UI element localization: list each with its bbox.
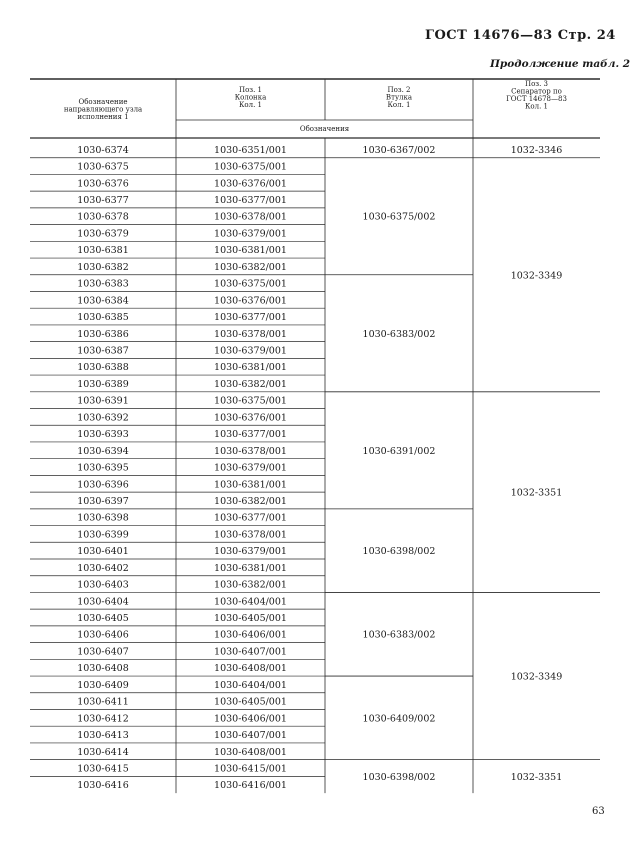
separator-designation: 1032-3351 (510, 487, 563, 499)
row-column-part: 1030-6377/001 (214, 512, 287, 524)
row-designation: 1030-6388 (77, 362, 129, 374)
row-designation: 1030-6384 (77, 295, 129, 307)
column-header-c4: Поз. 3 (524, 80, 549, 88)
column-header-c1: направляющего узла (63, 105, 143, 114)
row-column-part: 1030-6376/001 (214, 295, 287, 307)
row-column-part: 1030-6379/001 (214, 345, 287, 357)
row-column-part: 1030-6379/001 (214, 462, 287, 474)
row-designation: 1030-6381 (77, 245, 129, 257)
row-designation: 1030-6405 (77, 613, 129, 625)
row-column-part: 1030-6404/001 (214, 596, 287, 608)
column-header-c4: Сепаратор по (511, 87, 562, 96)
bushing-designation: 1030-6375/002 (362, 211, 436, 223)
row-designation: 1030-6392 (77, 412, 129, 424)
row-designation: 1030-6387 (77, 345, 129, 357)
row-column-part: 1030-6405/001 (214, 613, 287, 625)
row-column-part: 1030-6381/001 (214, 562, 287, 574)
column-header-c3: Втулка (385, 93, 413, 102)
row-designation: 1030-6408 (77, 663, 129, 675)
row-column-part: 1030-6378/001 (214, 328, 287, 340)
row-column-part: 1030-6379/001 (214, 228, 287, 240)
row-column-part: 1030-6381/001 (214, 479, 287, 491)
row-designation: 1030-6398 (77, 512, 129, 524)
page-number: 63 (592, 806, 605, 817)
table-continuation-label: Продолжение табл. 2 (490, 58, 631, 70)
column-header-c3: Поз. 2 (387, 86, 411, 94)
row-column-part: 1030-6382/001 (214, 261, 287, 273)
row-designation: 1030-6394 (77, 445, 129, 457)
column-header-c2: Кол. 1 (239, 101, 262, 109)
row-column-part: 1030-6379/001 (214, 546, 287, 558)
bushing-designation: 1030-6398/002 (362, 771, 436, 783)
row-designation: 1030-6407 (77, 646, 129, 658)
column-header-c4: Кол. 1 (525, 102, 548, 111)
row-designation: 1030-6377 (77, 195, 129, 207)
row-designation: 1030-6412 (77, 713, 129, 725)
row-designation: 1030-6404 (77, 596, 129, 608)
column-header-c2: Поз. 1 (238, 86, 263, 94)
column-header-c1: Обозначение (78, 98, 128, 106)
row-designation: 1030-6396 (77, 479, 129, 491)
row-column-part: 1030-6408/001 (214, 746, 287, 758)
row-column-part: 1030-6377/001 (214, 312, 287, 324)
row-column-part: 1030-6351/001 (214, 144, 287, 156)
row-designation: 1030-6389 (77, 378, 129, 390)
row-column-part: 1030-6378/001 (214, 211, 287, 223)
row-designation: 1030-6379 (77, 228, 129, 240)
separator-designation: 1032-3349 (510, 671, 563, 683)
row-column-part: 1030-6381/001 (214, 245, 287, 257)
row-designation: 1030-6406 (77, 629, 129, 641)
row-designation: 1030-6415 (77, 763, 129, 775)
row-designation: 1030-6397 (77, 495, 129, 507)
row-column-part: 1030-6382/001 (214, 378, 287, 390)
row-designation: 1030-6402 (77, 562, 129, 574)
row-designation: 1030-6403 (77, 579, 129, 591)
bushing-designation: 1030-6409/002 (362, 713, 436, 725)
row-designation: 1030-6401 (77, 546, 129, 558)
row-column-part: 1030-6375/001 (214, 161, 287, 173)
row-designation: 1030-6386 (77, 328, 129, 340)
bushing-designation: 1030-6398/002 (362, 546, 436, 558)
bushing-designation: 1030-6391/002 (362, 445, 436, 457)
row-column-part: 1030-6382/001 (214, 495, 287, 507)
row-designation: 1030-6411 (77, 696, 129, 708)
row-designation: 1030-6382 (77, 261, 129, 273)
separator-designation: 1032-3351 (510, 771, 563, 783)
row-designation: 1030-6383 (77, 278, 129, 290)
row-column-part: 1030-6407/001 (214, 646, 287, 658)
page-header: ГОСТ 14676—83 Стр. 24 (425, 28, 616, 43)
column-header-c4: ГОСТ 14678—83 (506, 95, 567, 103)
column-header-c2: Колонка (234, 93, 267, 102)
row-designation: 1030-6395 (77, 462, 129, 474)
row-column-part: 1030-6381/001 (214, 362, 287, 374)
row-column-part: 1030-6415/001 (214, 763, 287, 775)
row-column-part: 1030-6405/001 (214, 696, 287, 708)
row-designation: 1030-6409 (77, 679, 129, 691)
row-designation: 1030-6399 (77, 529, 129, 541)
row-column-part: 1030-6377/001 (214, 195, 287, 207)
row-column-part: 1030-6378/001 (214, 445, 287, 457)
row-designation: 1030-6374 (77, 144, 129, 156)
row-designation: 1030-6414 (77, 746, 129, 758)
separator-designation: 1032-3346 (510, 144, 563, 156)
row-column-part: 1030-6376/001 (214, 412, 287, 424)
row-column-part: 1030-6406/001 (214, 629, 287, 641)
column-header-c3: Кол. 1 (387, 101, 411, 109)
row-column-part: 1030-6377/001 (214, 429, 287, 441)
row-column-part: 1030-6382/001 (214, 579, 287, 591)
column-header-c1: исполнения 1 (77, 113, 129, 121)
row-column-part: 1030-6404/001 (214, 679, 287, 691)
row-designation: 1030-6391 (77, 395, 129, 407)
row-designation: 1030-6375 (77, 161, 129, 173)
row-designation: 1030-6393 (77, 429, 129, 441)
bushing-designation: 1030-6383/002 (362, 629, 436, 641)
bushing-designation: 1030-6367/002 (362, 144, 436, 156)
row-column-part: 1030-6408/001 (214, 663, 287, 675)
row-designation: 1030-6378 (77, 211, 129, 223)
row-designation: 1030-6376 (77, 178, 129, 190)
row-column-part: 1030-6375/001 (214, 278, 287, 290)
row-column-part: 1030-6416/001 (214, 780, 287, 792)
row-column-part: 1030-6378/001 (214, 529, 287, 541)
row-column-part: 1030-6406/001 (214, 713, 287, 725)
row-designation: 1030-6385 (77, 312, 129, 324)
row-designation: 1030-6413 (77, 730, 129, 742)
separator-designation: 1032-3349 (510, 270, 563, 282)
row-column-part: 1030-6376/001 (214, 178, 287, 190)
row-column-part: 1030-6407/001 (214, 730, 287, 742)
bushing-designation: 1030-6383/002 (362, 328, 436, 340)
row-designation: 1030-6416 (77, 780, 129, 792)
subheader-label: Обозначения (299, 125, 350, 133)
row-column-part: 1030-6375/001 (214, 395, 287, 407)
